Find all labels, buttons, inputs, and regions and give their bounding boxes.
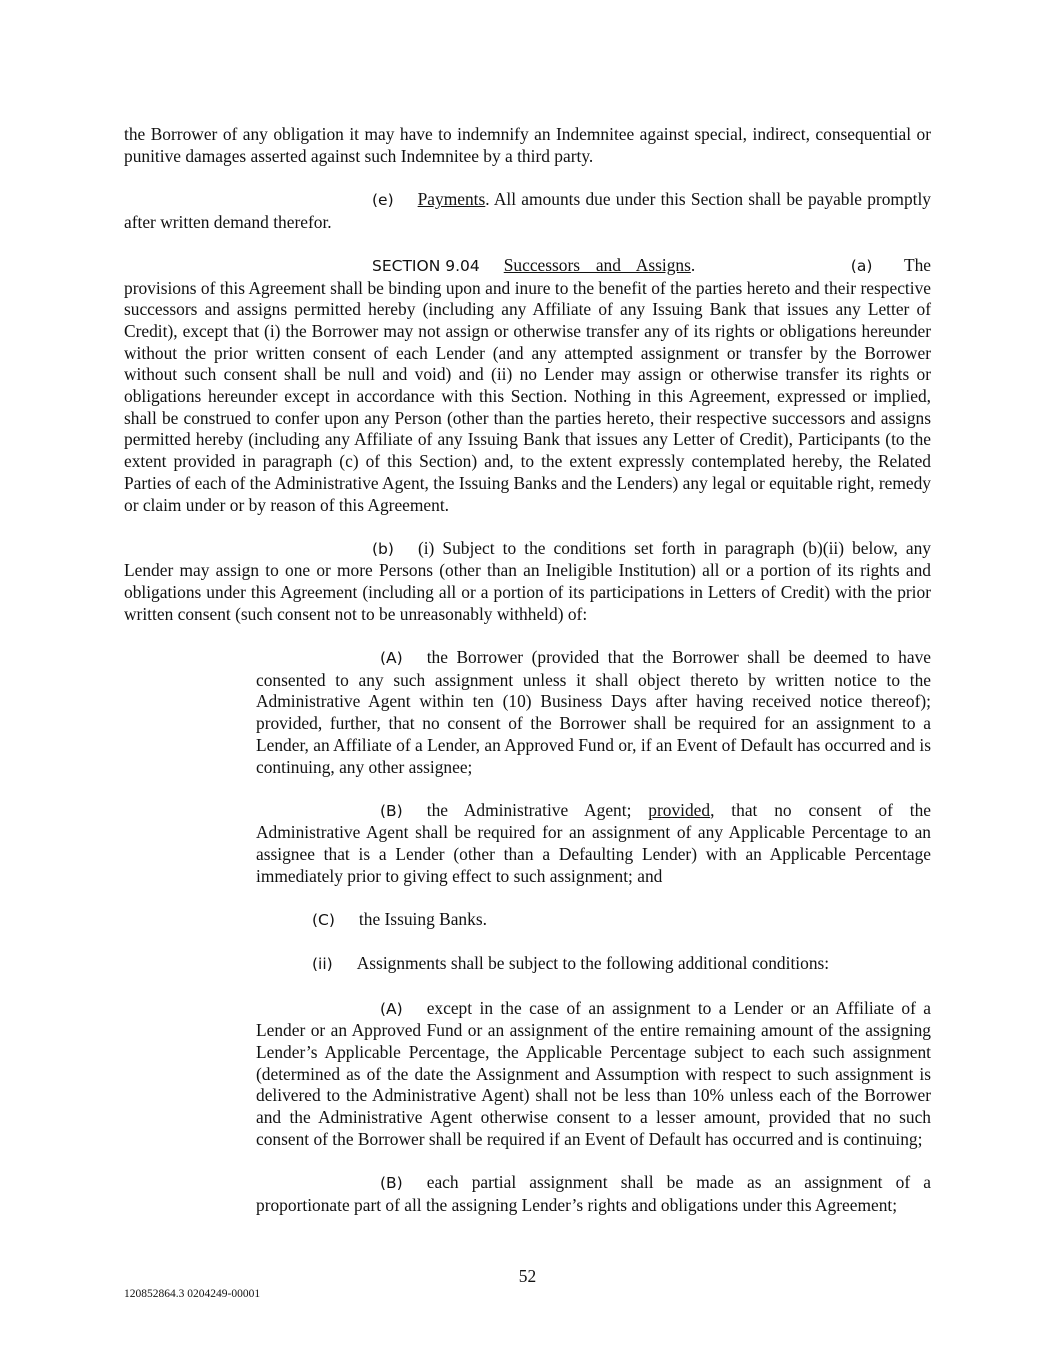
paragraph-text: the Borrower (provided that the Borrower shall be deemed to have consented to any such assignment unless it shall object thereto by written notice to the Administrative Agent within ten (10) Business Days after having received notice thereof); provided, further, that no consent of the Borrower shall be required for an assignment to a Lender, an Affiliate of a Lender, an Approved Fund or, if an Event of Default has occurred and is continuing, any other assignee; [256,647,931,777]
paragraph-indemnity-continuation [124,124,931,167]
paragraph-text: the Issuing Banks. [358,909,487,930]
paragraph-text: The provisions of this Agreement shall be binding upon and inure to the benefit of the parties hereto and their respective successors and assigns permitted hereby (including any Affiliate of any Issuing Bank that issues any Letter of Credit), except that (i) the Borrower may not assign or otherwise transfer any of its rights or obligations hereunder without the prior written consent of each Lender (and any attempted assignment or transfer by the Borrower without such consent shall be null and void) and (ii) no Lender may assign or otherwise transfer its rights or obligations hereunder except in accordance with this Section. Nothing in this Agreement, expressed or implied, shall be construed to confer upon any Person (other than the parties hereto, their respective successors and assigns permitted hereby (including any Affiliate of any Issuing Bank that issues any Letter of Credit), Participants (to the extent provided in paragraph (c) of this Section) and, to the extent expressly contemplated hereby, the Related Parties of each of the Administrative Agent, the Issuing Banks and the Lenders) any legal or equitable right, remedy or claim under or by reason of this Agreement. [124,254,931,515]
paragraph-label: (C) [312,911,335,930]
section-9-04: SECTION 9.04 Successors and Assigns. (a) The provisions of this Agreement shall be binding upon and inure to the benefit of the parties hereto and their respective successors and assigns permitted hereby (including any Affiliate of any Issuing Bank that issues any Letter of Credit), except that (i) the Borrower may not assign or otherwise transfer any of its rights or obligations hereunder without the prior written consent of each Lender (and any attempted assignment or transfer by the Borrower without such consent shall be null and void) and (ii) no Lender may assign or otherwise transfer its rights or obligations hereunder except in accordance with this Section. Nothing in this Agreement, expressed or implied, shall be construed to confer upon any Person (other than the parties hereto, their respective successors and assigns permitted hereby (including any Affiliate of any Issuing Bank that issues any Letter of Credit), Participants (to the extent provided in paragraph (c) of this Section) and, to the extent expressly contemplated hereby, the Related Parties of each of the Administrative Agent, the Issuing Banks and the Lenders) any legal or equitable right, remedy or claim under or by reason of this Agreement. [124,254,931,515]
document-body [124,124,931,1238]
paragraph-label: (b) [372,539,394,558]
paragraph-text: Assignments shall be subject to the following additional conditions: [356,953,830,974]
subparagraph-b-administrative-agent [256,800,931,888]
subparagraph-ii [312,953,931,976]
paragraph-text: . All amounts due under this Section shall be payable promptly after written demand therefor. [124,188,931,232]
underlined-term: provided [648,799,711,820]
paragraph-text: each partial assignment shall be made as an assignment of a proportionate part of all the assigning Lender’s rights and obligations under this Agreement; [256,1171,931,1215]
paragraph-text: , that no consent of the Administrative Agent shall be required for an assignment of any Applicable Percentage to an assignee that is a Lender (other than a Defaulting Lender) with an Applicable Percentage immediately prior to giving effect to such assignment; and [256,799,931,886]
section-number: SECTION 9.04 [372,256,480,275]
paragraph-heading: Payments [417,188,486,209]
document-id: 120852864.3 0204249-00001 [124,1288,261,1300]
paragraph-label: (ii) [312,955,333,974]
page-number: 52 [518,1266,537,1286]
paragraph-text: (i) Subject to the conditions set forth in paragraph (b)(ii) below, any Lender may assign to one or more Persons (other than an Ineligible Institution) all or a portion of its rights and obligations under this Agreement (including all or a portion of its participations in Letters of Credit) with the prior written consent (such consent not to be unreasonably withheld) of: [124,537,931,624]
subparagraph-a-borrower [256,647,931,778]
paragraph-text: the Borrower of any obligation it may have to indemnify an Indemnitee against special, indirect, consequential or punitive damages asserted against such Indemnitee by a third party. [124,124,931,166]
paragraph-label: (B) [380,801,403,820]
section-heading: Successors and Assigns [503,254,691,275]
paragraph-text: the Administrative Agent; [426,799,649,820]
paragraph-label: (e) [372,190,394,209]
subparagraph-c-issuing-banks [312,909,931,932]
subparagraph-ii-b [256,1172,931,1216]
subparagraph-ii-a [256,998,931,1151]
paragraph-label: (A) [380,999,403,1018]
paragraph-b [124,538,931,626]
paragraph-label: (A) [380,649,403,668]
paragraph-label: (B) [380,1173,403,1192]
paragraph-text: except in the case of an assignment to a Lender or an Affiliate of a Lender or an Approved Fund or an assignment of the entire remaining amount of the assigning Lender’s Applicable Percentage, the Applicable Percentage subject to each such assignment (determined as of the date the Assignment and Assumption with respect to such assignment is delivered to the Administrative Agent) shall not be less than 10% unless each of the Borrower and the Administrative Agent otherwise consent to a lesser amount, provided that no such consent of the Borrower shall be required if an Event of Default has occurred and is continuing; [256,997,931,1149]
paragraph-payments [124,189,931,233]
paragraph-label: (a) [850,256,873,275]
